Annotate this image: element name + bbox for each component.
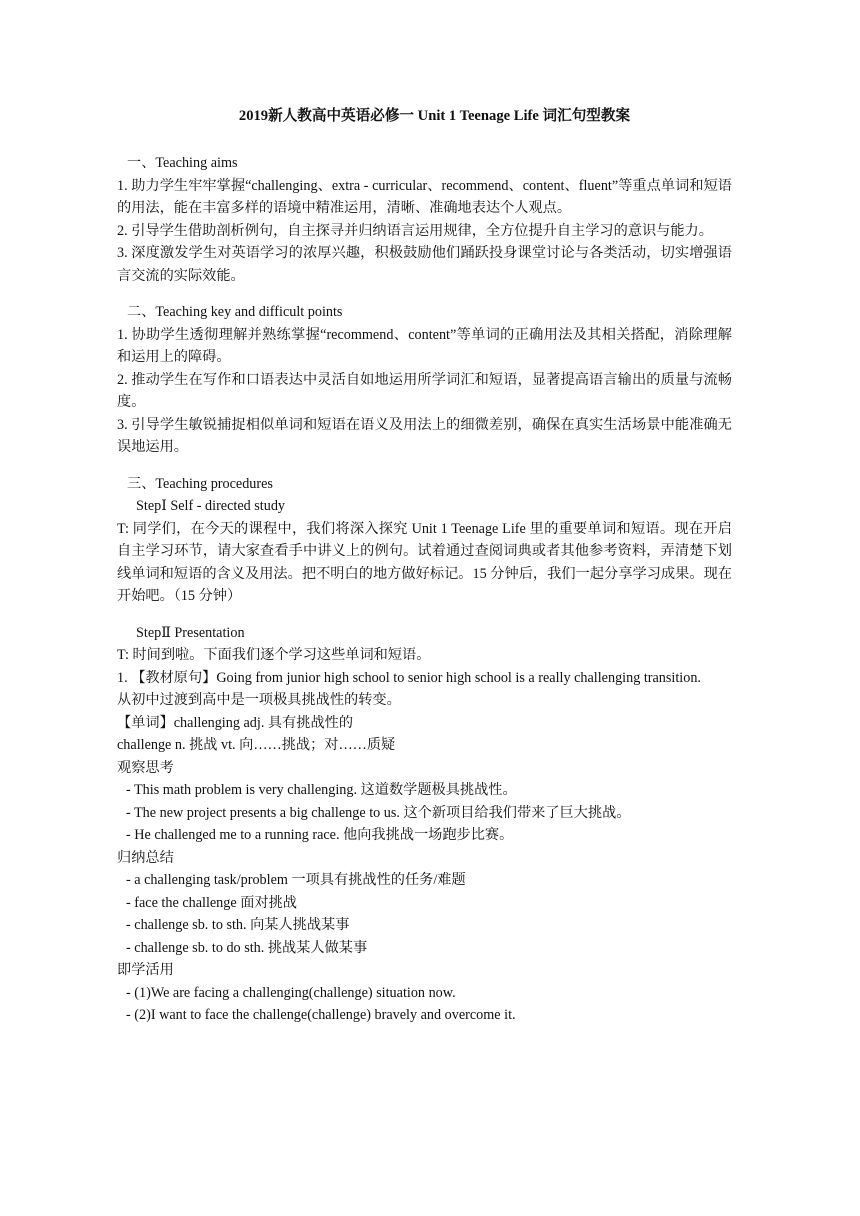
subheading-practice: 即学活用 — [117, 962, 174, 978]
aim-item: 3. 深度激发学生对英语学习的浓厚兴趣，积极鼓励他们踊跃投身课堂讨论与各类活动，切实增强语言交流的实际效能。 — [117, 245, 732, 284]
practice-item: - (2)I want to face the challenge(challenge) bravely and overcome it. — [126, 1007, 516, 1023]
step-intro: T: 时间到啦。下面我们逐个学习这些单词和短语。 — [117, 647, 431, 663]
aim-item: 2. 引导学生借助剖析例句，自主探寻并归纳语言运用规律，全方位提升自主学习的意识与能力。 — [117, 222, 713, 239]
document-title: 2019新人教高中英语必修一 Unit 1 Teenage Life 词汇句型教案 — [238, 108, 631, 124]
section-key-points — [117, 301, 732, 459]
section-procedures — [117, 473, 732, 1027]
word-entry: 【单词】challenging adj. 具有挑战性的 — [117, 714, 354, 731]
key-point-item: 2. 推动学生在写作和口语表达中灵活自如地运用所学词汇和短语，显著提高语言输出的质量与流畅度。 — [117, 371, 732, 410]
summary-item: - face the challenge 面对挑战 — [126, 894, 297, 911]
example-sentence: - This math problem is very challenging. 这道数学题极具挑战性。 — [126, 782, 517, 798]
summary-item: - a challenging task/problem 一项具有挑战性的任务/难题 — [126, 872, 466, 888]
step-title: StepⅠ Self - directed study — [136, 498, 286, 514]
subheading-observe: 观察思考 — [117, 759, 174, 776]
subheading-summary: 归纳总结 — [117, 849, 174, 866]
summary-item: - challenge sb. to do sth. 挑战某人做某事 — [126, 939, 368, 956]
key-point-item: 1. 协助学生透彻理解并熟练掌握“recommend、content”等单词的正确用法及其相关搭配，消除理解和运用上的障碍。 — [117, 326, 732, 365]
example-sentence: - The new project presents a big challenge to us. 这个新项目给我们带来了巨大挑战。 — [126, 804, 631, 821]
textbook-sentence: 1. 【教材原句】Going from junior high school to senior high school is a really challenging transition. — [117, 669, 701, 686]
related-word-entry: challenge n. 挑战 vt. 向……挑战；对……质疑 — [117, 737, 396, 753]
sentence-translation: 从初中过渡到高中是一项极具挑战性的转变。 — [117, 692, 401, 708]
aim-item: 1. 助力学生牢牢掌握“challenging、extra - curricular、recommend、content、fluent”等重点单词和短语的用法，能在丰富多样的语境中精准运用，清晰、准确地表达个人观点。 — [117, 177, 732, 216]
key-point-item: 3. 引导学生敏锐捕捉相似单词和短语在语义及用法上的细微差别，确保在真实生活场景中能准确无误地运用。 — [117, 416, 732, 455]
section-heading: 二、Teaching key and difficult points — [127, 304, 343, 320]
practice-item: - (1)We are facing a challenging(challenge) situation now. — [126, 984, 456, 1001]
section-heading: 一、Teaching aims — [127, 155, 238, 171]
example-sentence: - He challenged me to a running race. 他向我挑战一场跑步比赛。 — [126, 827, 514, 843]
step-title: StepⅡ Presentation — [136, 624, 245, 641]
step-text: T: 同学们，在今天的课程中，我们将深入探究 Unit 1 Teenage Life 里的重要单词和短语。现在开启自主学习环节，请大家查看手中讲义上的例句。试着通过查阅词典或者其他参考资料，弄清楚下划线单词和短语的含义及用法。把不明白的地方做好标记。15 分钟后，我们一起分享学习成果。现在开始吧。（15 分钟） — [117, 520, 732, 604]
section-heading: 三、Teaching procedures — [127, 475, 273, 492]
summary-item: - challenge sb. to sth. 向某人挑战某事 — [126, 917, 350, 933]
section-teaching-aims — [117, 152, 732, 287]
